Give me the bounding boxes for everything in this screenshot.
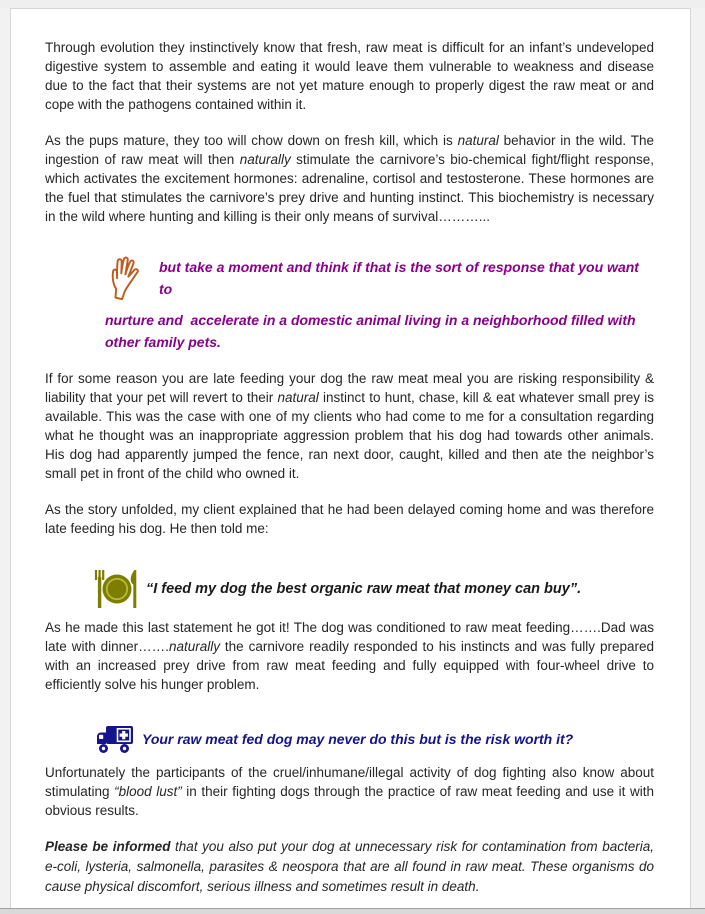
callout-think-text-line1: but take a moment and think if that is the sort of response that you want to [159,259,639,297]
callout-risk-row [95,724,654,754]
paragraph-pups-mature: As the pups mature, they too will chow down on fresh kill, which is natural behavior in the wild. The ingestion of raw meat will then naturally stimulate the carnivore’s bio-chemical fight/flight response, which activates the excitement hormones: adrenaline, cortisol and testosterone. These hormones are the fuel that stimulates the carnivore’s prey drive and hunting instinct. This biochemistry is necessary in the wild where hunting and killing is their only means of survival………... [45,133,655,224]
ambulance-icon [95,724,135,754]
paragraph-statement: As he made this last statement he got it! The dog was conditioned to raw meat feeding…….Dad was late with dinner…….naturally the carnivore readily responded to his instincts and was fully prepared with an increased prey drive from raw meat feeding and fully equipped with four-wheel drive to efficiently solve his hunger problem. [45,620,654,692]
quote-feed-text: “I feed my dog the best organic raw meat that money can buy”. [146,581,582,597]
quote-feed-row [90,568,654,610]
paragraph-dog-fighting: Unfortunately the participants of the cruel/inhumane/illegal activity of dog fighting also know about stimulating “blood lust” in their fighting dogs through the practice of raw meat feeding and use it with obvious results. [45,765,654,818]
page-top-gutter [0,0,705,8]
page-bottom-gutter [0,908,705,914]
callout-risk-text: Your raw meat fed dog may never do this but is the risk worth it? [142,731,574,747]
paragraph-warning: Please be informed that you also put your dog at unnecessary risk for contamination from bacteria, e-coli, lysteria, salmonella, parasites & neospora that are all found in raw meat. These organisms do cause physical discomfort, serious illness and sometimes result in death. [45,839,655,894]
paragraph-story: As the story unfolded, my client explained that he had been delayed coming home and was therefore late feeding his dog. He then told me: [45,502,654,536]
meal-plate-icon [90,568,140,610]
paragraph-evolution: Through evolution they instinctively know that fresh, raw meat is difficult for an infant’s undeveloped digestive system to assemble and eating it would leave them vulnerable to weakness and disease due to the fact that their systems are not yet mature enough to properly digest the raw meat or and cope with the pathogens contained within it. [45,40,654,112]
callout-think-first-line [105,256,654,302]
open-hand-icon [105,256,151,302]
paragraph-late-feeding: If for some reason you are late feeding your dog the raw meat meal you are risking responsibility & liability that your pet will revert to their natural instinct to hunt, chase, kill & eat whatever small prey is available. This was the case with one of my clients who had come to me for a consultation regarding what he thought was an inappropriate aggression problem that his dog had towards other animals. His dog had apparently jumped the fence, ran next door, caught, killed and then ate the neighbor’s small pet in front of the child who owned it. [45,371,654,481]
page-content [45,38,654,914]
callout-think [105,256,654,353]
document-page [10,8,691,908]
callout-think-text-rest: nurture and accelerate in a domestic animal living in a neighborhood filled with other family pets. [105,312,640,350]
